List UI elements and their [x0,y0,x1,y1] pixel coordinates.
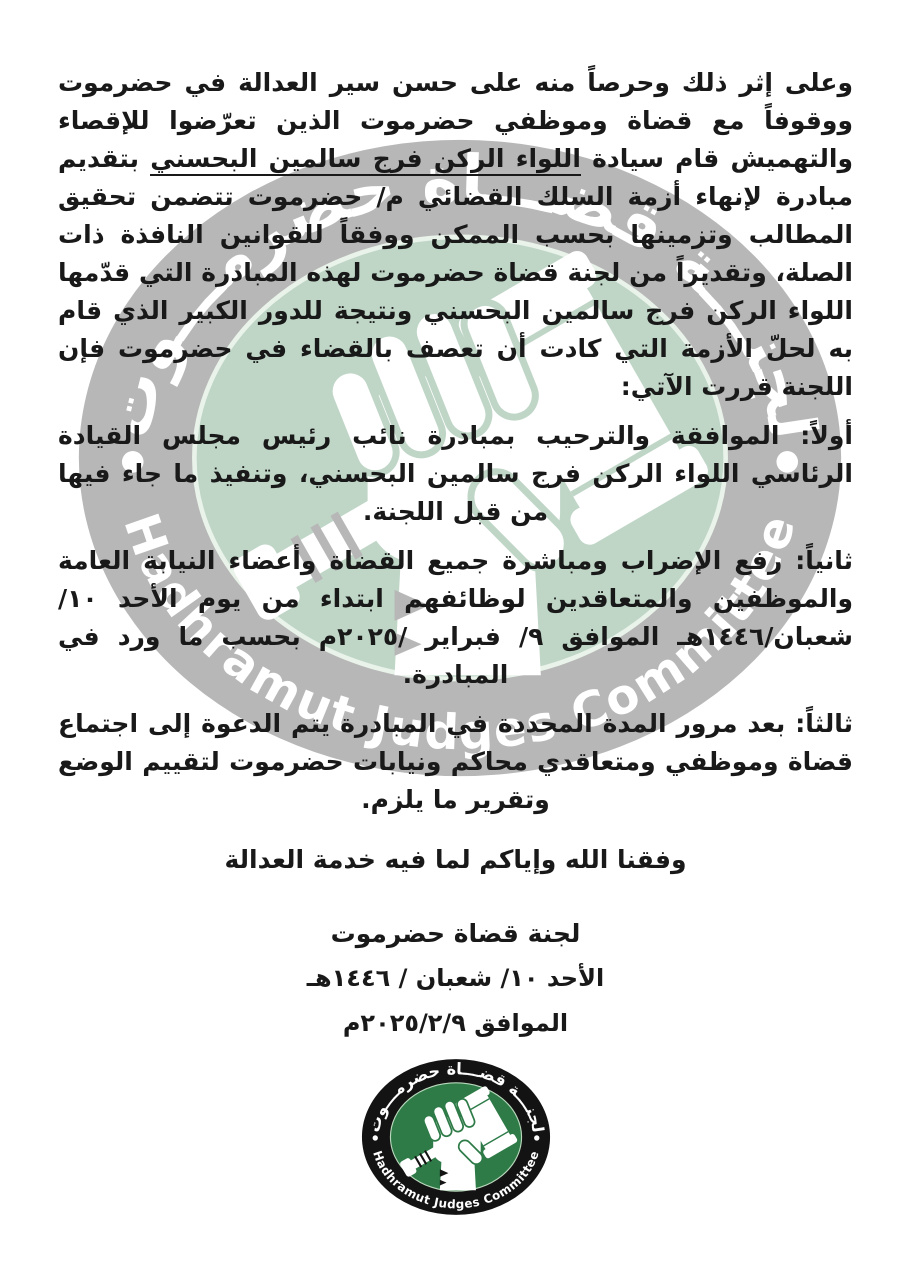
closing-prayer: وفقنا الله وإياكم لما فيه خدمة العدالة [224,845,687,874]
resolution-item-second: ثانياً: رفع الإضراب ومباشرة جميع القضاة وأعضاء النيابة العامة والموظفين والمتعاقدين لوظائفهم ابتداء من يوم الأحد ١٠/ شعبان/١٤٤٦هـ الموافق ٩/ فبراير /٢٠٢٥م بحسب ما ورد في المبادرة. [58,546,853,689]
signature-block [58,915,853,1042]
committee-logo [361,1058,551,1216]
resolution-item-first: أولاً: الموافقة والترحيب بمبادرة نائب رئيس مجلس القيادة الرئاسي اللواء الركن فرج سالمين البحسني، وتنفيذ ما جاء فيها من قبل اللجنة. [58,421,853,526]
intro-text-before: وعلى إثر ذلك وحرصاً منه على حسن سير العدالة في حضرموت ووقوفاً مع قضاة وموظفي حضرموت الذين تعرّضوا للإقصاء والتهميش قام سيادة [58,68,853,173]
committee-logo-image [361,1058,551,1216]
signature-hijri-date: الأحد ١٠/ شعبان / ١٤٤٦هـ [306,964,605,992]
intro-paragraph [58,64,853,406]
signature-committee-name: لجنة قضاة حضرموت [330,919,581,948]
signature-gregorian-date: الموافق ٢٠٢٥/٢/٩م [342,1009,569,1037]
resolution-item-third: ثالثاً: بعد مرور المدة المحددة في المبادرة يتم الدعوة إلى اجتماع قضاة وموظفي ومتعاقدي محاكم ونيابات حضرموت لتقييم الوضع وتقرير ما يلزم. [58,709,853,814]
underlined-commander-name: اللواء الركن فرج سالمين البحسني [150,144,581,176]
intro-text-after: بتقديم مبادرة لإنهاء أزمة السلك القضائي م/ حضرموت تتضمن تحقيق المطالب وتزمينها بحسب الممكن ووفقاً للقوانين النافذة ذات الصلة، وتقديراً من لجنة قضاة حضرموت لهذه المبادرة التي قدّمها اللواء الركن فرج سالمين البحسني ونتيجة للدور الكبير الذي قام به لحلّ الأزمة التي كادت أن تعصف بالقضاء في حضرموت فإن اللجنة قررت الآتي: [58,144,853,401]
